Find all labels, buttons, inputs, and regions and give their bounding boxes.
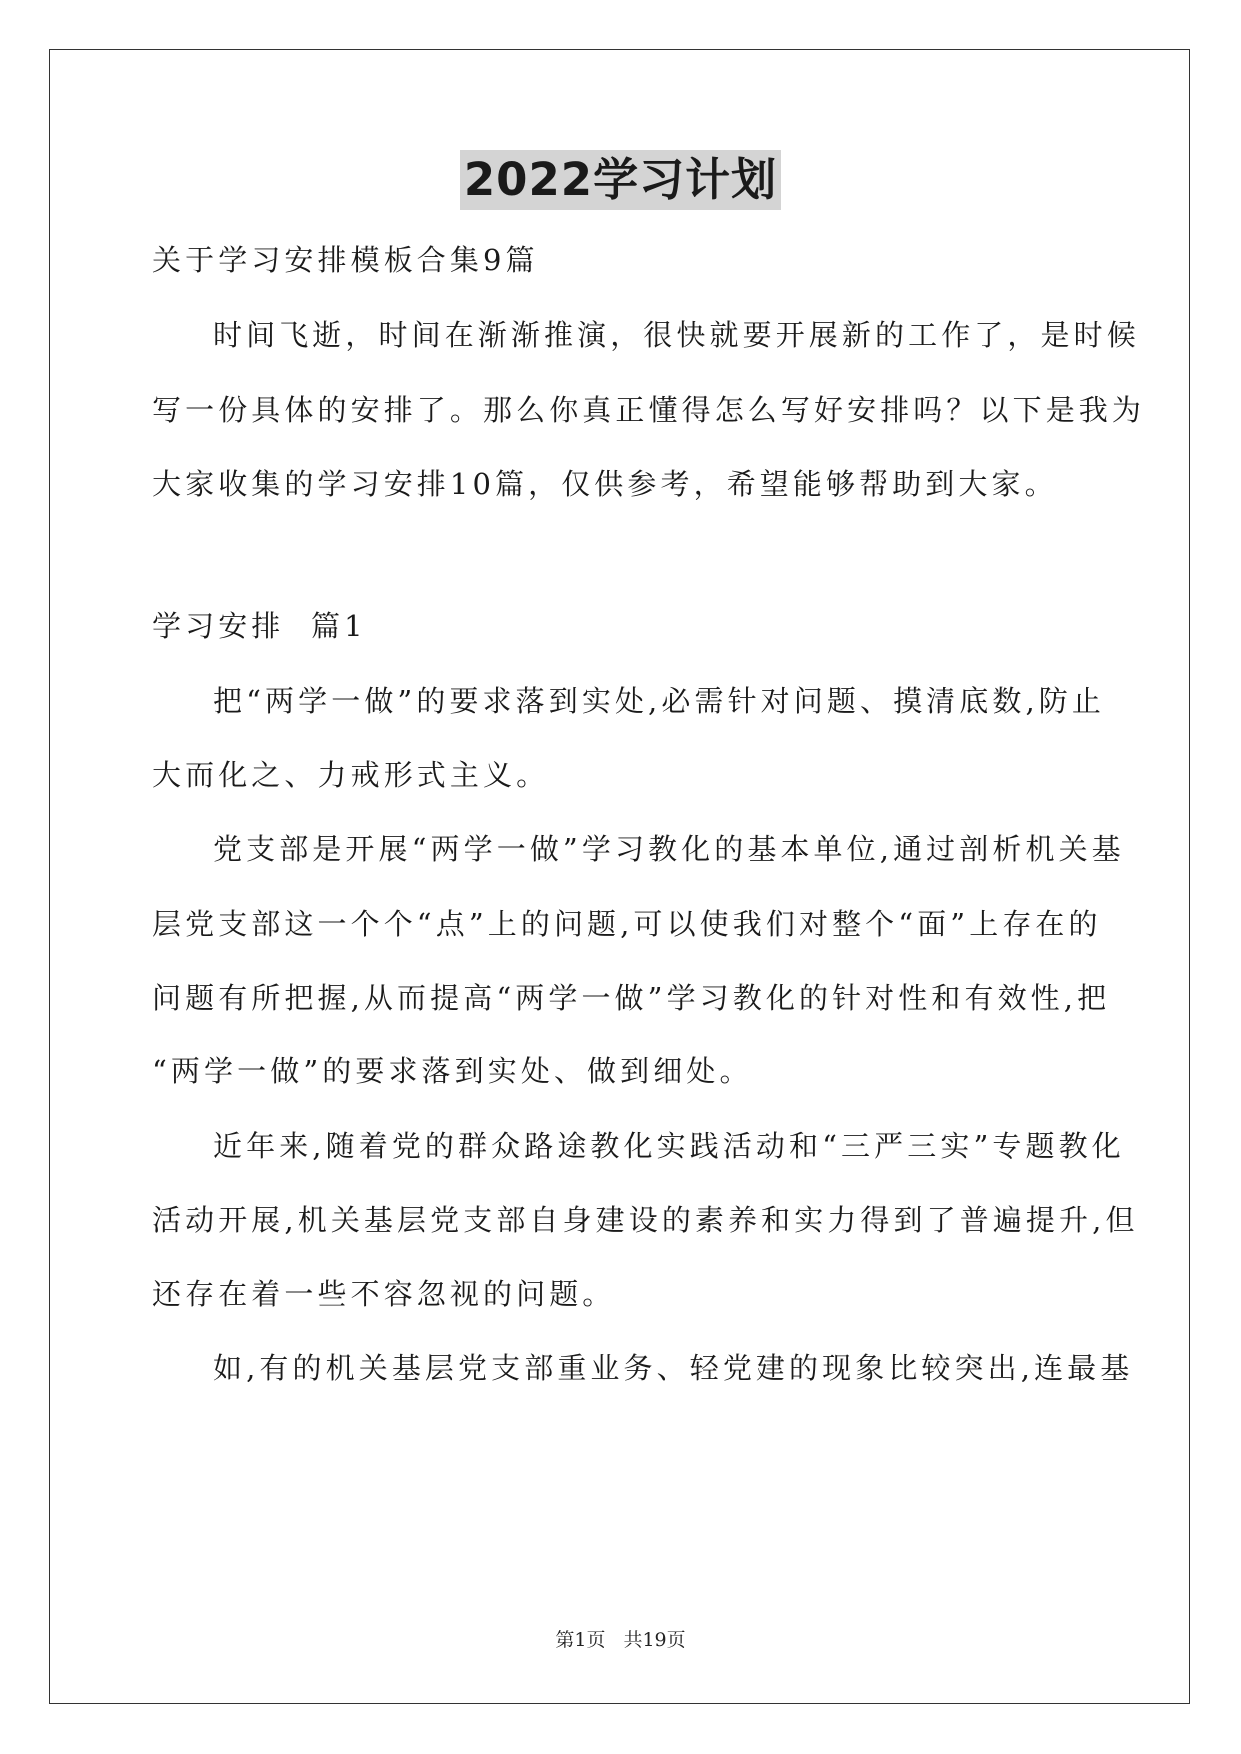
document-subtitle: 关于学习安排模板合集9篇 (152, 243, 539, 277)
paragraph-3-line-2: 活动开展,机关基层党支部自身建设的素养和实力得到了普遍提升,但 (152, 1203, 1139, 1237)
paragraph-4-line-1: 如,有的机关基层党支部重业务、轻党建的现象比较突出,连最基 (213, 1351, 1134, 1385)
section-heading: 学习安排 篇1 (152, 609, 367, 643)
paragraph-1-line-1: 把“两学一做”的要求落到实处,必需针对问题、摸清底数,防止 (213, 684, 1105, 718)
paragraph-2-line-4: “两学一做”的要求落到实处、做到细处。 (152, 1054, 753, 1088)
paragraph-3-line-1: 近年来,随着党的群众路途教化实践活动和“三严三实”专题教化 (213, 1129, 1125, 1163)
paragraph-1-line-2: 大而化之、力戒形式主义。 (152, 758, 550, 792)
intro-line-1: 时间飞逝，时间在渐渐推演，很快就要开展新的工作了，是时候 (213, 318, 1140, 352)
paragraph-2-line-2: 层党支部这一个个“点”上的问题,可以使我们对整个“面”上存在的 (152, 907, 1102, 941)
document-title: 2022学习计划 (460, 150, 781, 210)
page-footer (0, 1628, 1241, 1652)
page-total: 共19页 (623, 1629, 686, 1651)
paragraph-2-line-3: 问题有所把握,从而提高“两学一做”学习教化的针对性和有效性,把 (152, 981, 1111, 1015)
paragraph-3-line-3: 还存在着一些不容忽视的问题。 (152, 1277, 616, 1311)
title-container (0, 150, 1241, 210)
paragraph-2-line-1: 党支部是开展“两学一做”学习教化的基本单位,通过剖析机关基 (213, 832, 1125, 866)
page-number: 第1页 (555, 1629, 606, 1651)
intro-line-3: 大家收集的学习安排10篇，仅供参考，希望能够帮助到大家。 (152, 467, 1058, 501)
page-border (49, 49, 1190, 1704)
intro-line-2: 写一份具体的安排了。那么你真正懂得怎么写好安排吗？以下是我为 (152, 393, 1146, 427)
